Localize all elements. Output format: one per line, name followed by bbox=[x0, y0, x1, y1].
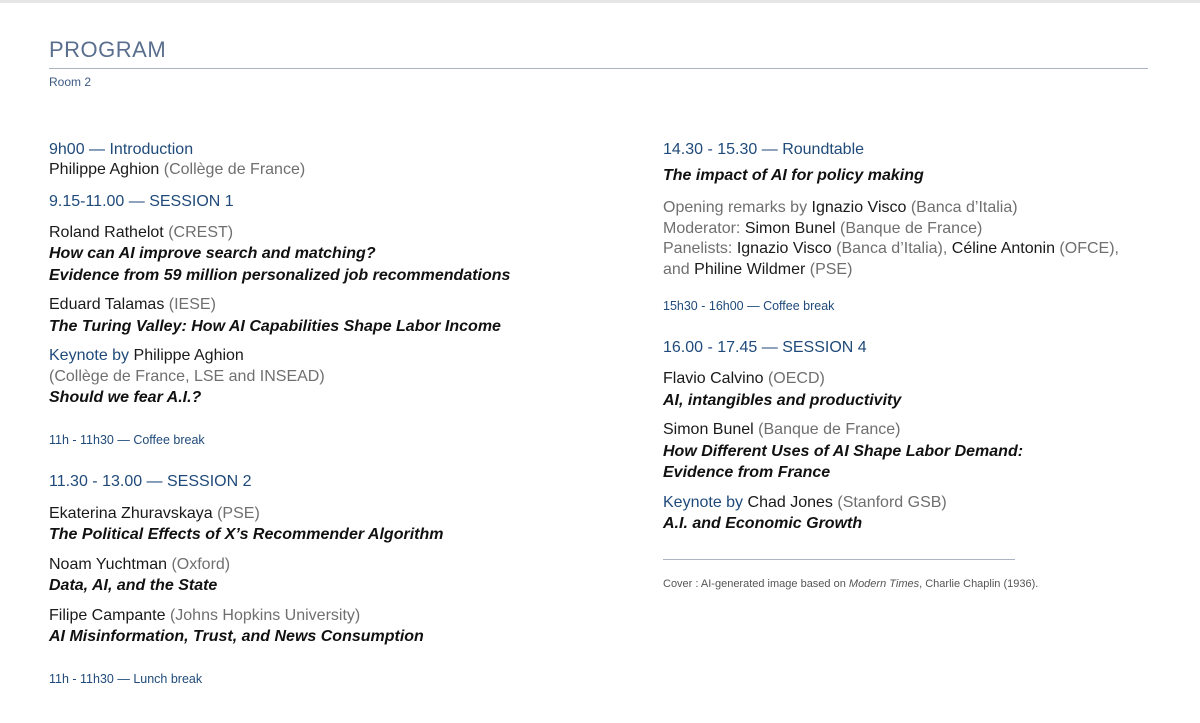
speaker-name: Chad Jones bbox=[747, 493, 833, 511]
opening-remarks-line bbox=[663, 198, 1183, 219]
speaker-name: Philippe Aghion bbox=[133, 347, 244, 364]
keynote-label: Keynote by bbox=[49, 347, 130, 364]
speaker-name: Eduard Talamas bbox=[49, 296, 165, 313]
speaker-affiliation: (Banca d’Italia) bbox=[910, 199, 1018, 216]
talk-title: The Political Effects of X’s Recommender Algorithm bbox=[49, 526, 444, 543]
keynote-speaker-line bbox=[49, 346, 609, 367]
talk-speaker-line bbox=[49, 504, 609, 525]
speaker-name: Philine Wildmer bbox=[694, 260, 806, 278]
speaker-affiliation: (Banque de France) bbox=[840, 219, 983, 237]
talk-item bbox=[49, 504, 609, 546]
talk-speaker-line bbox=[49, 606, 609, 627]
speaker-affiliation: (Oxford) bbox=[171, 555, 231, 573]
panelists-line bbox=[663, 239, 1183, 260]
speaker-affiliation: (Banque de France) bbox=[758, 421, 901, 438]
talk-item bbox=[49, 555, 609, 597]
session1-block bbox=[49, 192, 609, 409]
session2-block bbox=[49, 472, 609, 648]
talk-speaker-line bbox=[49, 223, 609, 244]
talk-item bbox=[49, 606, 609, 648]
talk-title bbox=[49, 243, 609, 286]
speaker-affiliation: (Collège de France, LSE and INSEAD) bbox=[49, 367, 325, 385]
session4-heading: 16.00 - 17.45 — SESSION 4 bbox=[663, 339, 867, 356]
talk-item bbox=[663, 420, 1183, 484]
speaker-affiliation: (PSE) bbox=[809, 260, 853, 278]
right-column bbox=[663, 140, 1183, 535]
talk-title-line: How can AI improve search and matching? bbox=[49, 245, 376, 262]
intro-speaker-line bbox=[49, 160, 609, 181]
speaker-name: Filipe Campante bbox=[49, 606, 166, 624]
lunch-break: 11h - 11h30 — Lunch break bbox=[49, 671, 203, 686]
cover-work-title: Modern Times bbox=[848, 578, 920, 590]
cover-credit bbox=[663, 578, 1038, 590]
talk-title: AI, intangibles and productivity bbox=[663, 391, 902, 409]
moderator-line bbox=[663, 219, 1183, 240]
opening-label: Opening remarks by bbox=[663, 199, 808, 216]
talk-item bbox=[49, 295, 609, 337]
roundtable-details bbox=[663, 198, 1183, 280]
intro-affiliation: (Collège de France) bbox=[163, 161, 306, 178]
talk-speaker-line bbox=[49, 555, 609, 576]
left-column bbox=[49, 140, 609, 687]
keynote-label: Keynote by bbox=[663, 493, 744, 511]
intro-block bbox=[49, 140, 609, 181]
coffee-break: 15h30 - 16h00 — Coffee break bbox=[663, 299, 835, 313]
intro-speaker: Philippe Aghion bbox=[49, 161, 160, 178]
speaker-affiliation: (Johns Hopkins University) bbox=[169, 606, 361, 624]
speaker-name: Flavio Calvino bbox=[663, 370, 764, 387]
panelists-label: Panelists: bbox=[663, 240, 733, 257]
top-border bbox=[0, 0, 1200, 3]
keynote-item bbox=[663, 493, 1183, 535]
and-label: and bbox=[663, 260, 690, 278]
roundtable-block bbox=[663, 140, 1183, 280]
cover-suffix: , Charlie Chaplin (1936). bbox=[919, 578, 1039, 590]
moderator-label: Moderator: bbox=[663, 219, 741, 237]
speaker-name: Ekaterina Zhuravskaya bbox=[49, 504, 213, 522]
speaker-name: Ignazio Visco bbox=[736, 240, 832, 257]
talk-title-line: Evidence from 59 million personalized job recommendations bbox=[49, 266, 511, 284]
coffee-break: 11h - 11h30 — Coffee break bbox=[49, 432, 205, 447]
talk-title: AI Misinformation, Trust, and News Consumption bbox=[49, 628, 424, 645]
talk-title-line: How Different Uses of AI Shape Labor Demand: bbox=[663, 442, 1024, 460]
speaker-name: Céline Antonin bbox=[951, 240, 1055, 257]
keynote-item bbox=[49, 346, 609, 409]
cover-prefix: Cover : AI-generated image based on bbox=[663, 578, 846, 590]
talk-title: The Turing Valley: How AI Capabilities Shape Labor Income bbox=[49, 317, 501, 335]
talk-title-line: Evidence from France bbox=[663, 464, 831, 481]
session1-heading: 9.15-11.00 — SESSION 1 bbox=[49, 192, 234, 210]
session2-heading: 11.30 - 13.00 — SESSION 2 bbox=[49, 472, 252, 490]
talk-title: Data, AI, and the State bbox=[49, 577, 218, 594]
speaker-affiliation: (Stanford GSB) bbox=[837, 493, 947, 511]
talk-speaker-line bbox=[49, 295, 609, 316]
talk-item bbox=[663, 369, 1183, 411]
header-divider bbox=[49, 68, 1148, 69]
roundtable-title: The impact of AI for policy making bbox=[663, 167, 924, 184]
speaker-affiliation: (OFCE), bbox=[1059, 240, 1119, 257]
talk-speaker-line bbox=[663, 369, 1183, 390]
speaker-name: Ignazio Visco bbox=[811, 199, 907, 216]
talk-item bbox=[49, 223, 609, 287]
speaker-name: Roland Rathelot bbox=[49, 223, 164, 241]
speaker-affiliation: (OECD) bbox=[767, 370, 825, 387]
keynote-speaker-line bbox=[663, 493, 1183, 514]
speaker-affiliation: (IESE) bbox=[168, 296, 216, 313]
talk-title: A.I. and Economic Growth bbox=[663, 515, 863, 532]
talk-title: Should we fear A.I.? bbox=[49, 389, 202, 406]
talk-speaker-line bbox=[663, 420, 1183, 441]
footer-divider bbox=[663, 559, 1015, 560]
session4-block bbox=[663, 338, 1183, 535]
speaker-name: Noam Yuchtman bbox=[49, 555, 167, 573]
speaker-affiliation: (CREST) bbox=[168, 223, 234, 241]
speaker-affiliation: (Banca d’Italia), bbox=[836, 240, 948, 257]
panelists-line-2 bbox=[663, 260, 1183, 281]
speaker-name: Simon Bunel bbox=[663, 421, 754, 438]
speaker-affiliation: (PSE) bbox=[217, 504, 260, 522]
talk-title bbox=[663, 441, 1183, 484]
page-title: PROGRAM bbox=[49, 37, 167, 62]
room-label: Room 2 bbox=[49, 75, 92, 89]
speaker-name: Simon Bunel bbox=[744, 219, 836, 237]
intro-heading: 9h00 — Introduction bbox=[49, 141, 194, 158]
roundtable-heading: 14.30 - 15.30 — Roundtable bbox=[663, 141, 865, 158]
